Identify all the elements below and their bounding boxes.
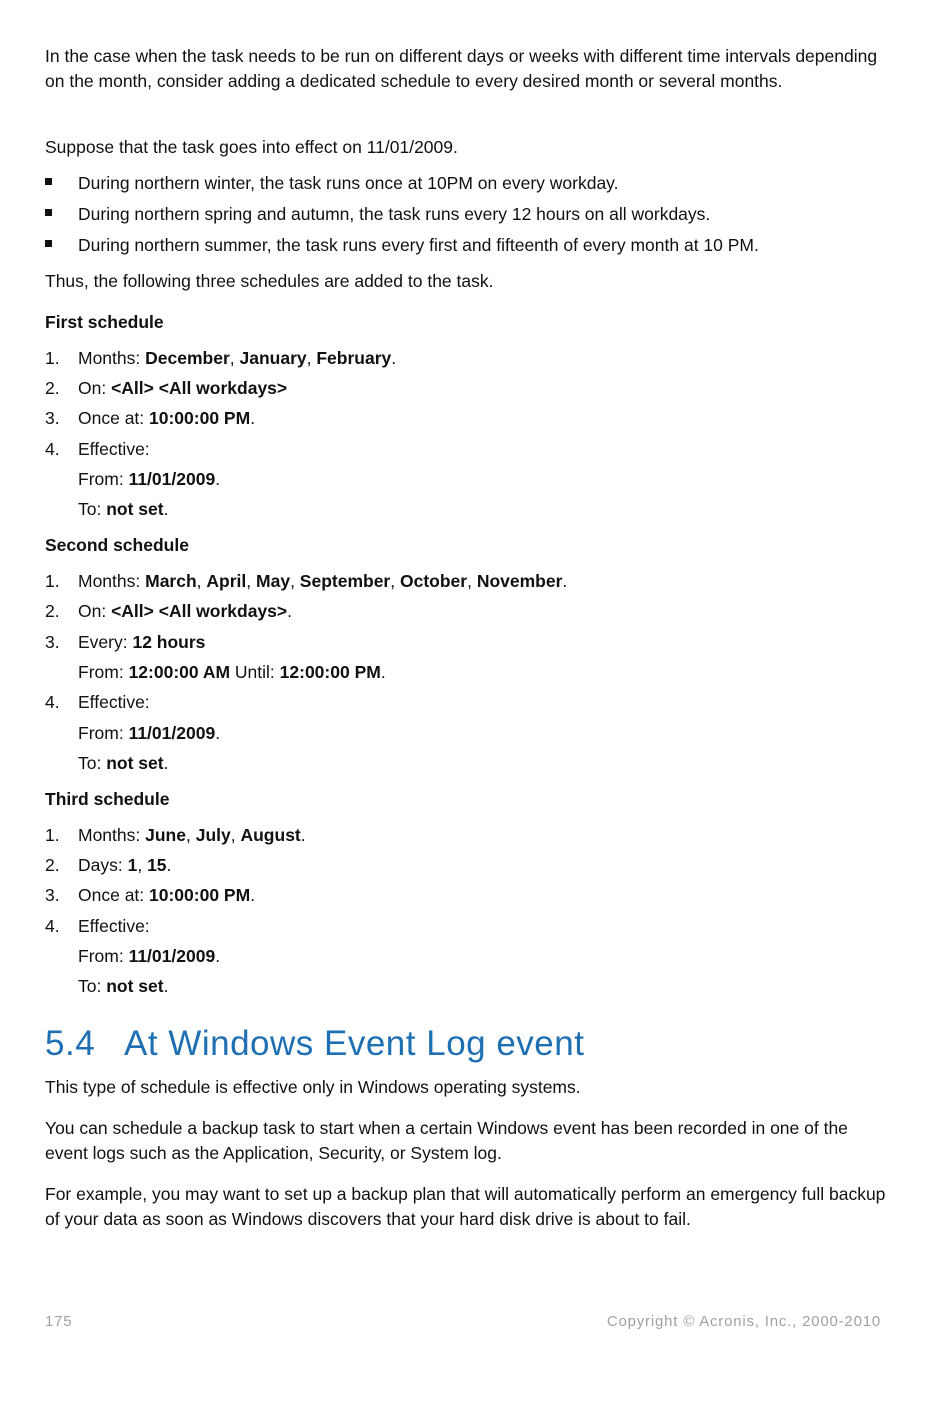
time-range-line: From: 12:00:00 AM Until: 12:00:00 PM. xyxy=(78,662,386,682)
section-paragraph: For example, you may want to set up a backup plan that will automatically perform an emergency full backup of your data as soon as Windows discovers that your hard disk drive is about to fail. xyxy=(45,1184,886,1229)
list-number: 3. xyxy=(45,885,60,905)
list-number: 4. xyxy=(45,916,60,936)
list-number: 3. xyxy=(45,632,60,652)
effective-to-line: To: not set. xyxy=(78,976,169,996)
list-number: 4. xyxy=(45,439,60,459)
list-number: 2. xyxy=(45,601,60,621)
on-line: On: <All> <All workdays>. xyxy=(78,601,293,621)
copyright-notice: Copyright © Acronis, Inc., 2000-2010 xyxy=(606,1313,881,1330)
third-schedule-heading: Third schedule xyxy=(45,789,170,809)
effective-to-line: To: not set. xyxy=(78,499,169,519)
schedules-intro-paragraph: Thus, the following three schedules are added to the task. xyxy=(45,271,494,291)
section-paragraph: This type of schedule is effective only in Windows operating systems. xyxy=(45,1077,581,1097)
effective-label: Effective: xyxy=(78,916,150,936)
effective-from-line: From: 11/01/2009. xyxy=(78,469,221,489)
effective-to-line: To: not set. xyxy=(78,753,169,773)
section-number: 5.4 xyxy=(45,1024,96,1063)
effective-date-paragraph: Suppose that the task goes into effect on 11/01/2009. xyxy=(45,137,458,157)
once-at-line: Once at: 10:00:00 PM. xyxy=(78,408,256,428)
days-line: Days: 1, 15. xyxy=(78,855,172,875)
effective-from-line: From: 11/01/2009. xyxy=(78,723,221,743)
list-number: 3. xyxy=(45,408,60,428)
bullet-item: During northern summer, the task runs every first and fifteenth of every month at 10 PM. xyxy=(78,235,759,255)
section-heading xyxy=(45,1022,584,1066)
second-schedule-heading: Second schedule xyxy=(45,535,189,555)
page-number: 175 xyxy=(45,1313,73,1330)
effective-label: Effective: xyxy=(78,439,150,459)
list-number: 1. xyxy=(45,825,60,845)
on-line: On: <All> <All workdays> xyxy=(78,378,288,398)
list-number: 1. xyxy=(45,348,60,368)
intro-paragraph: In the case when the task needs to be run on different days or weeks with different time intervals depending on the month, consider adding a dedicated schedule to every desired month or several months. xyxy=(45,46,878,91)
list-number: 1. xyxy=(45,571,60,591)
bullet-marker xyxy=(45,240,52,247)
list-number: 2. xyxy=(45,378,60,398)
bullet-marker xyxy=(45,178,52,185)
every-line: Every: 12 hours xyxy=(78,632,206,652)
bullet-item: During northern winter, the task runs once at 10PM on every workday. xyxy=(78,173,619,193)
months-line: Months: June, July, August. xyxy=(78,825,306,845)
months-line: Months: March, April, May, September, October, November. xyxy=(78,571,568,591)
bullet-marker xyxy=(45,209,52,216)
months-line: Months: December, January, February. xyxy=(78,348,397,368)
section-title: At Windows Event Log event xyxy=(124,1024,585,1063)
effective-label: Effective: xyxy=(78,692,150,712)
first-schedule-heading: First schedule xyxy=(45,312,164,332)
effective-from-line: From: 11/01/2009. xyxy=(78,946,221,966)
bullet-item: During northern spring and autumn, the task runs every 12 hours on all workdays. xyxy=(78,204,711,224)
list-number: 2. xyxy=(45,855,60,875)
once-at-line: Once at: 10:00:00 PM. xyxy=(78,885,256,905)
section-paragraph: You can schedule a backup task to start when a certain Windows event has been recorded in one of the event logs such as the Application, Security, or System log. xyxy=(45,1118,848,1163)
list-number: 4. xyxy=(45,692,60,712)
